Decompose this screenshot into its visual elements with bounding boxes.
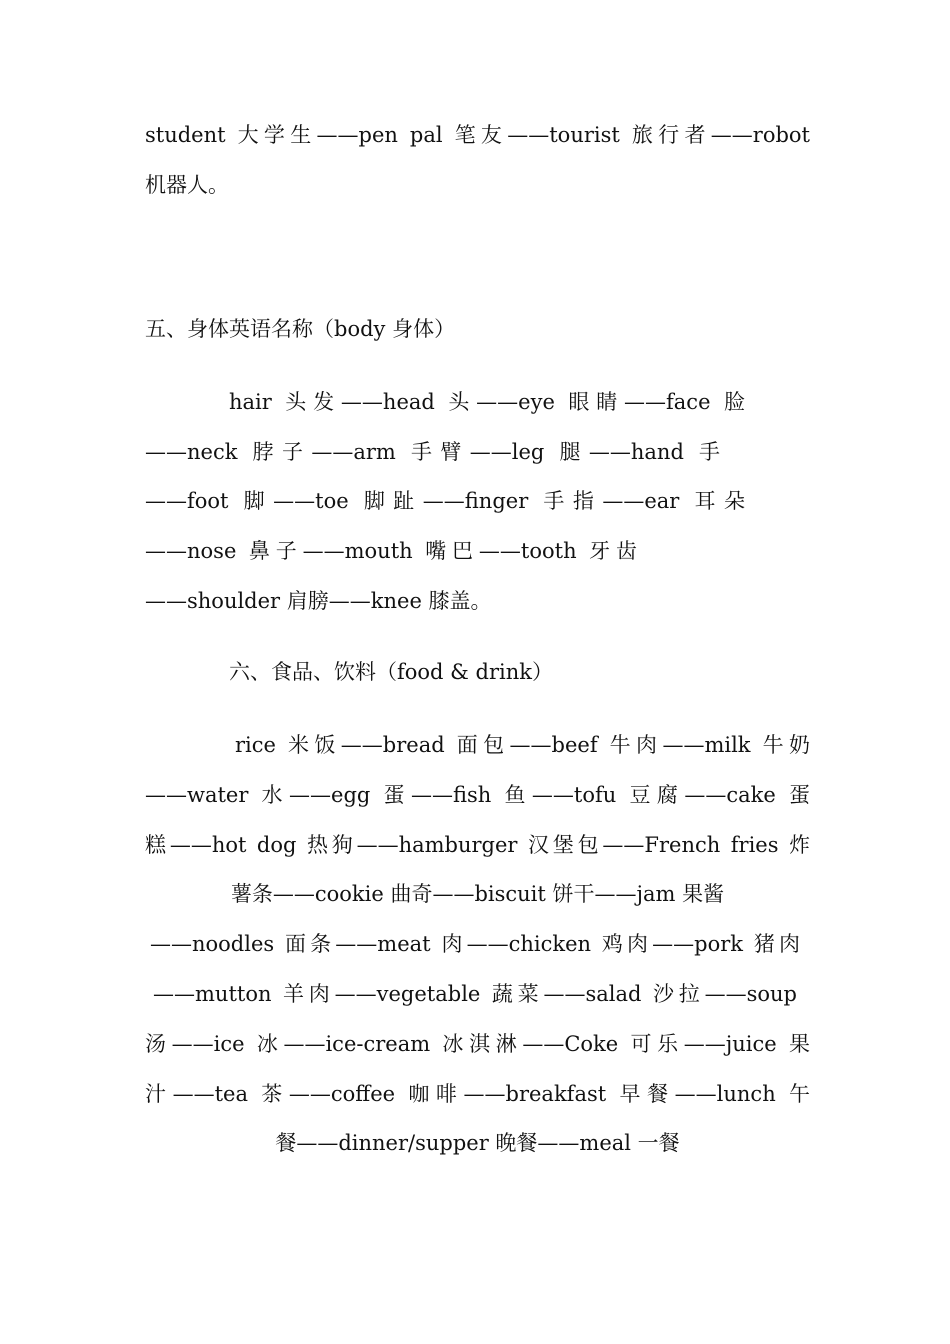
section6-line-9: 餐——dinner/supper 晚餐——meal 一餐	[275, 1131, 680, 1155]
section6-line-8: 汁——tea 茶——coffee 咖啡——breakfast 早餐——lunch 午	[145, 1082, 810, 1106]
section6-line-5: ——noodles 面条——meat 肉——chicken 鸡肉——pork 猪肉	[150, 932, 800, 956]
section5-line-5: ——shoulder 肩膀——knee 膝盖。	[145, 589, 492, 613]
section6-heading: 六、食品、饮料（food & drink）	[229, 660, 553, 684]
section6-line-7: 汤——ice 冰——ice-cream 冰淇淋——Coke 可乐——juice 果	[145, 1032, 810, 1056]
section5-line-1: hair 头发——head 头——eye 眼睛——face 脸	[229, 390, 745, 414]
intro-line-1: student 大学生——pen pal 笔友——tourist 旅行者——robot	[145, 123, 810, 147]
section6-line-3: 糕——hot dog 热狗——hamburger 汉堡包——French fries 炸	[145, 833, 810, 857]
section5-line-2: ——neck 脖子——arm 手臂——leg 腿——hand 手	[145, 440, 720, 464]
section6-line-4: 薯条——cookie 曲奇——biscuit 饼干——jam 果酱	[230, 882, 725, 906]
intro-line-2: 机器人。	[145, 173, 229, 197]
section5-heading: 五、身体英语名称（body 身体）	[145, 317, 456, 341]
section5-line-3: ——foot 脚——toe 脚趾——finger 手指——ear 耳朵	[145, 489, 745, 513]
section6-line-2: ——water 水——egg 蛋——fish 鱼——tofu 豆腐——cake 蛋	[145, 783, 810, 807]
section6-line-6: ——mutton 羊肉——vegetable 蔬菜——salad 沙拉——soup	[153, 982, 797, 1006]
section5-line-4: ——nose 鼻子——mouth 嘴巴——tooth 牙齿	[145, 539, 637, 563]
section6-line-1: rice 米饭——bread 面包——beef 牛肉——milk 牛奶	[235, 733, 810, 757]
